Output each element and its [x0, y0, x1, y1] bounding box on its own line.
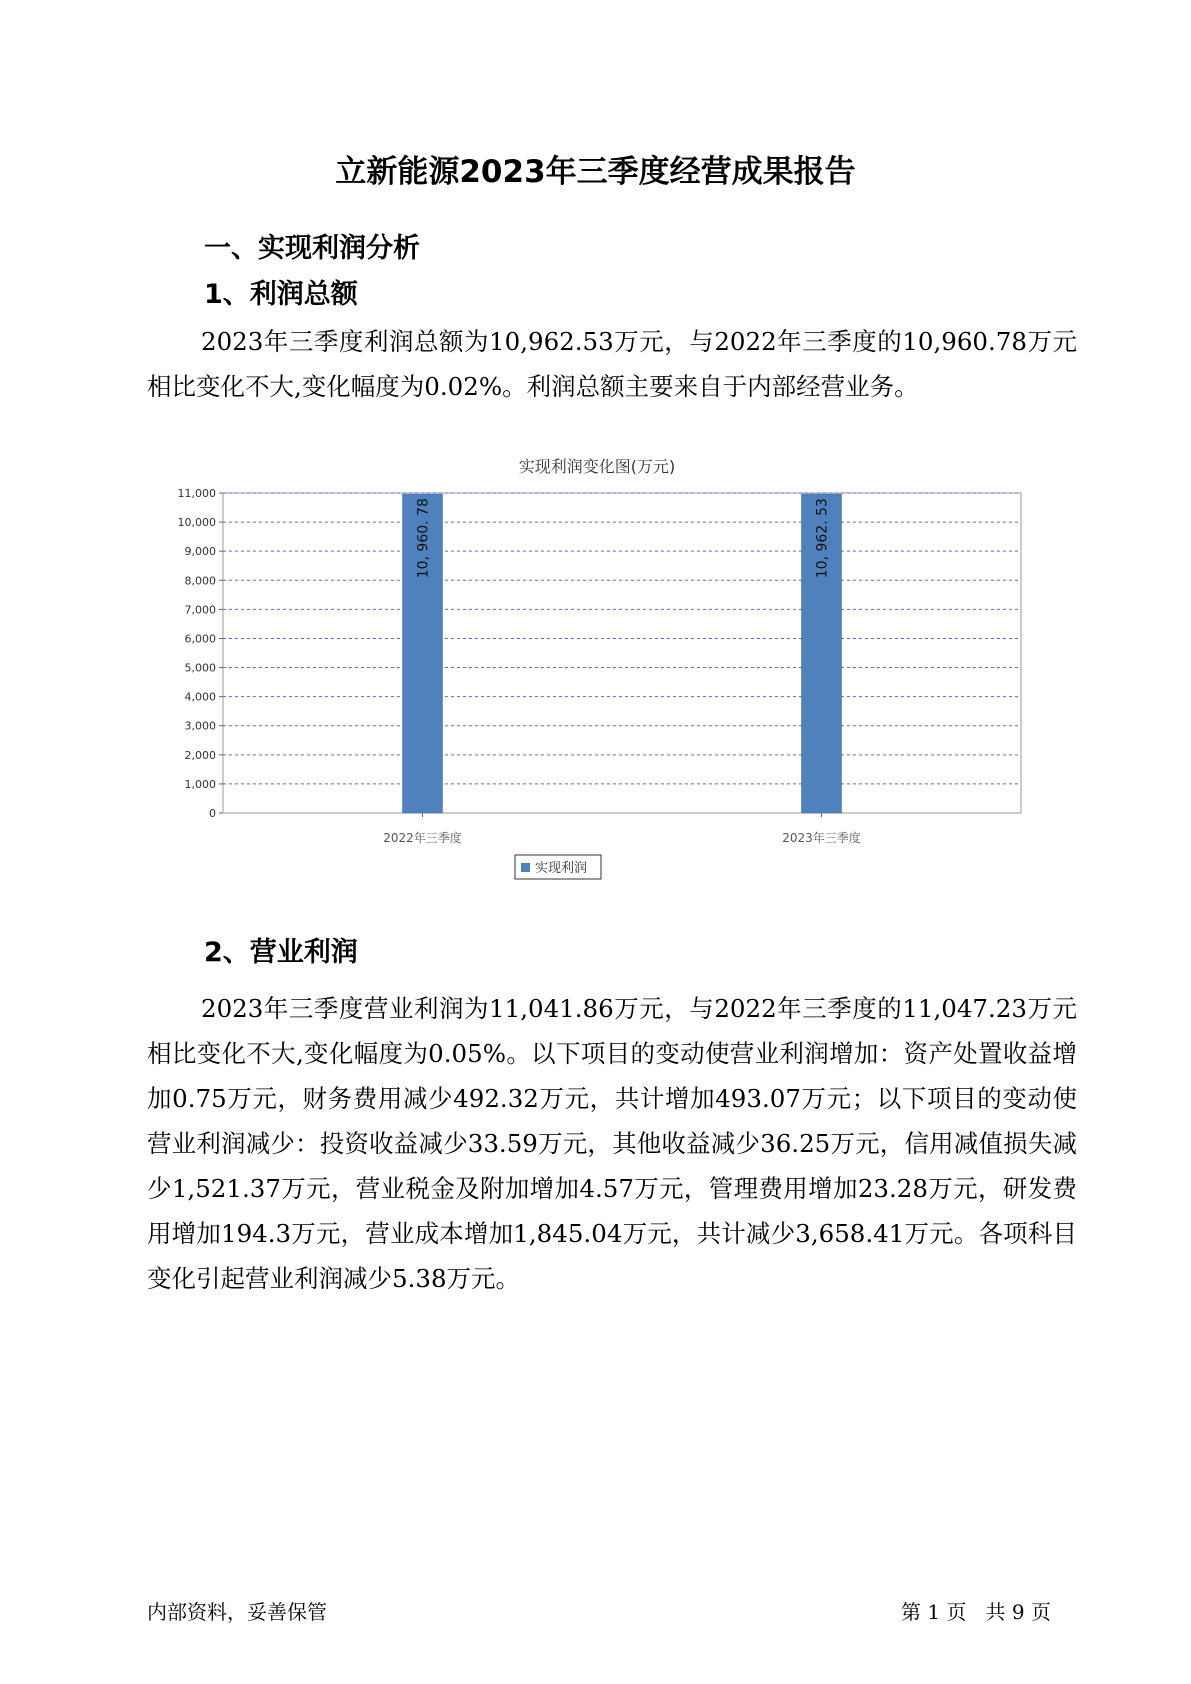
y-tick-label: 6,000: [184, 632, 216, 646]
chart-legend: [515, 855, 601, 879]
y-tick-label: 1,000: [184, 777, 216, 791]
y-tick-label: 7,000: [184, 603, 216, 617]
profit-bar-chart: [147, 445, 1047, 905]
y-tick-label: 8,000: [184, 574, 216, 588]
y-tick-label: 10,000: [177, 516, 216, 530]
paragraph-operating-profit: 2023年三季度营业利润为11,041.86万元，与2022年三季度的11,047.23万元相比变化不大,变化幅度为0.05%。以下项目的变动使营业利润增加：资产处置收益增加0.75万元，财务费用减少492.32万元，共计增加493.07万元；以下项目的变动使营业利润减少：投资收益减少33.59万元，其他收益减少36.25万元，信用减值损失减少1,521.37万元，营业税金及附加增加4.57万元，管理费用增加23.28万元，研发费用增加194.3万元，营业成本增加1,845.04万元，共计减少3,658.41万元。各项科目变化引起营业利润减少5.38万元。: [147, 994, 1077, 1293]
bar-value-label: 10, 962. 53: [814, 498, 831, 579]
subsection-heading-operating-profit: 2、营业利润: [204, 937, 358, 968]
y-tick-label: 9,000: [184, 545, 216, 559]
y-tick-label: 3,000: [184, 719, 216, 733]
subsection-heading-total-profit: 1、利润总额: [204, 279, 358, 310]
y-tick-label: 5,000: [184, 661, 216, 675]
paragraph-total-profit: 2023年三季度利润总额为10,962.53万元，与2022年三季度的10,960.78万元相比变化不大,变化幅度为0.02%。利润总额主要来自于内部经营业务。: [147, 327, 1077, 401]
document-title: 立新能源2023年三季度经营成果报告: [335, 154, 856, 190]
bar-value-label: 10, 960. 78: [415, 498, 432, 579]
x-tick-label: 2022年三季度: [383, 831, 462, 845]
legend-swatch: [521, 863, 530, 872]
y-tick-label: 0: [209, 807, 216, 820]
chart-y-axis: [178, 487, 224, 820]
section-heading-profit-analysis: 一、实现利润分析: [204, 233, 420, 264]
x-tick-label: 2023年三季度: [782, 831, 861, 845]
y-tick-label: 11,000: [177, 487, 216, 500]
profit-chart-svg: [147, 445, 1047, 905]
footer-page-number: 第 1 页 共 9 页: [901, 1600, 1051, 1624]
chart-grid: [223, 493, 1021, 813]
footer-confidential-note: 内部资料，妥善保管: [147, 1600, 327, 1624]
legend-label: 实现利润: [535, 861, 588, 876]
chart-x-axis: [383, 813, 861, 845]
y-tick-label: 2,000: [184, 748, 216, 762]
y-tick-label: 4,000: [184, 690, 216, 704]
chart-title: 实现利润变化图(万元): [518, 457, 676, 476]
plot-area-frame: [223, 493, 1021, 813]
